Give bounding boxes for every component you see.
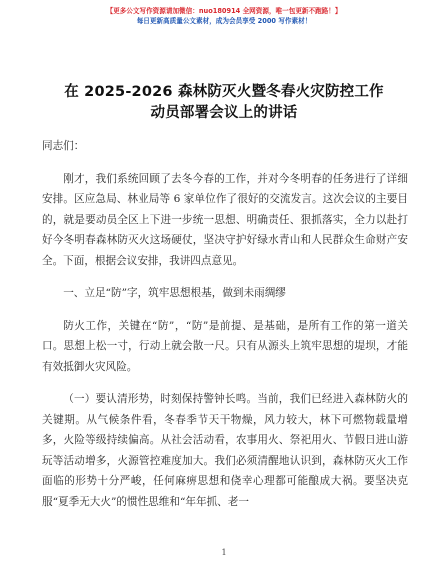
paragraph-intro: 刚才，我们系统回顾了去冬今春的工作，并对今冬明春的任务进行了详细安排。区应急局、林业局等 6 家单位作了很好的交流发言。这次会议的主要目的，就是要动员全区上下进一步统一思想、明确责任、狠抓落实，全力以赴打好今冬明春森林防灭火这场硬仗，坚决守护好绿水青山和人民群众生命财产安全。下面，根据会议安排，我讲四点意见。	[42, 172, 408, 267]
banner-subscribe-line: 每日更新高质量公文素材，成为会员享受 2000 写作素材！	[136, 17, 312, 25]
paragraph-gap	[42, 271, 408, 283]
paragraph-gap	[42, 377, 408, 389]
paragraph-prevention: 防火工作，关键在“防”，“防”是前提、是基础，是所有工作的第一道关口。思想上松一寸，行动上就会散一尺。只有从源头上筑牢思想的堤坝，才能有效抵御火灾风险。	[42, 319, 408, 373]
banner-promo-line: 【更多公文写作资源请加微信：nuo180914 全网资源，唯一包更新不跑路！】	[106, 7, 342, 15]
header-banner	[0, 6, 448, 26]
paragraph-gap	[42, 304, 408, 316]
salutation: 同志们：	[42, 140, 85, 152]
document-title	[30, 82, 418, 124]
page-number: 1	[221, 548, 227, 557]
paragraph-gap	[42, 157, 408, 169]
title-line-2: 动员部署会议上的讲话	[150, 105, 298, 121]
section-heading-1: 一、立足“防”字，筑牢思想根基，做到未雨绸缪	[63, 287, 286, 299]
paragraph-situation: （一）要认清形势，时刻保持警钟长鸣。当前，我们已经进入森林防火的关键期。从气候条件看，冬春季节天干物燥，风力较大，林下可燃物载量增多，火险等级持续偏高。从社会活动看，农事用火、祭祀用火、节假日进山游玩等活动增多，火源管控难度加大。我们必须清醒地认识到，森林防灭火工作面临的形势十分严峻，任何麻痹思想和侥幸心理都可能酿成大祸。要坚决克服“夏季无大火”的惯性思维和“年年抓、老一	[42, 393, 408, 508]
title-line-1: 在 2025-2026 森林防灭火暨冬春火灾防控工作	[64, 84, 384, 100]
document-body	[42, 136, 408, 512]
